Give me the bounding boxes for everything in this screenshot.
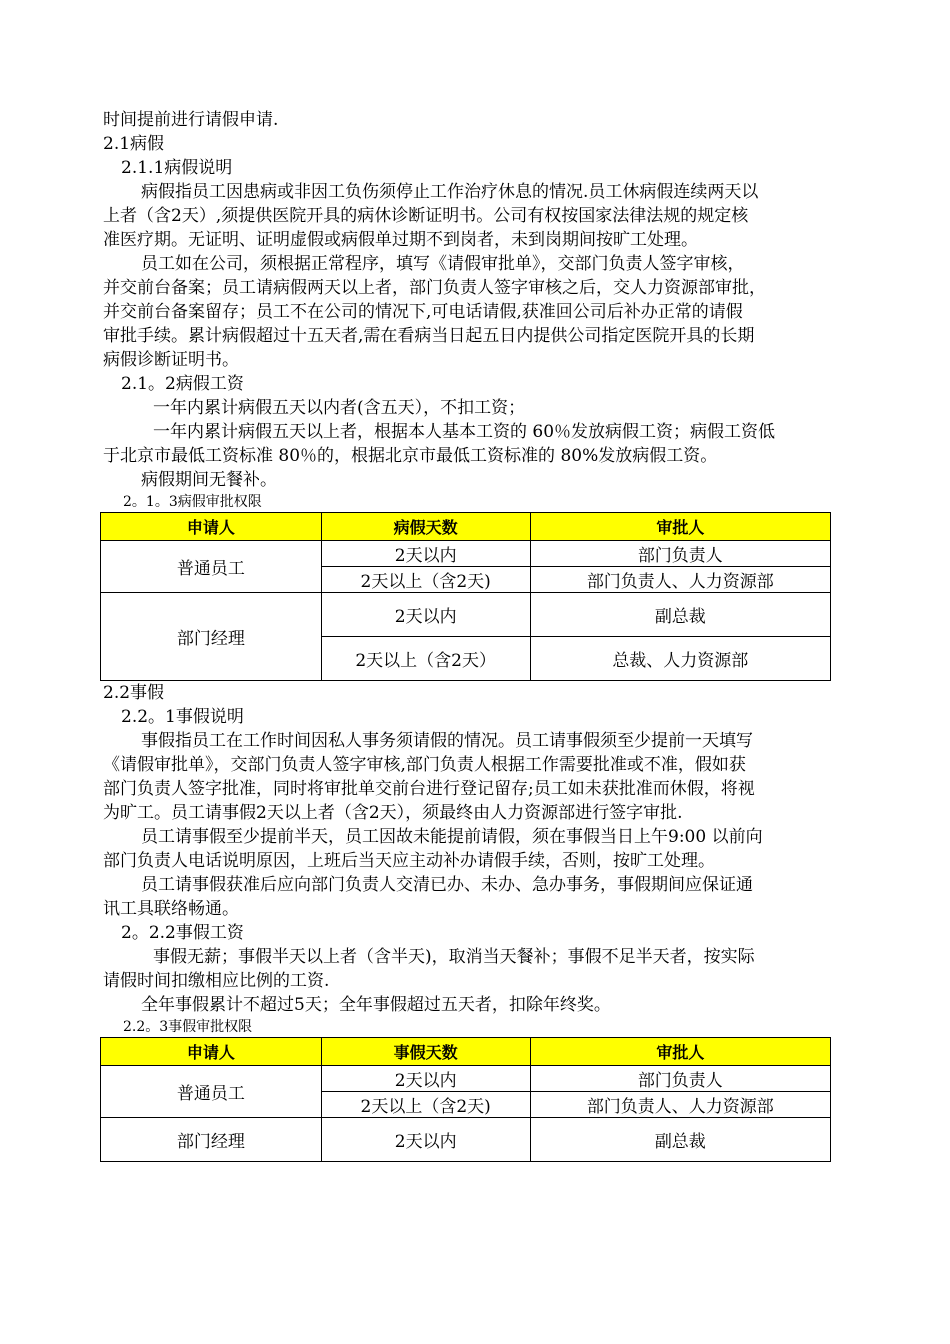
table-cell: 2天以内 xyxy=(321,593,530,637)
table-header-cell: 病假天数 xyxy=(321,513,530,541)
table-cell: 部门负责人 xyxy=(530,1066,830,1092)
text-line: 为旷工。员工请事假2天以上者（含2天），须最终由人力资源部进行签字审批. xyxy=(103,803,683,823)
text-line: 部门负责人签字批准，同时将审批单交前台进行登记留存;员工如未获批准而休假，将视 xyxy=(103,779,755,799)
table-cell: 部门负责人、人力资源部 xyxy=(530,1092,830,1118)
personal-approval-caption: 2.2。3事假审批权限 xyxy=(123,1019,253,1035)
table-header-cell: 事假天数 xyxy=(321,1038,530,1066)
text-line: 讯工具联络畅通。 xyxy=(103,899,239,919)
subsection-heading-sick-leave-desc: 2.1.1病假说明 xyxy=(121,158,233,178)
table-cell: 总裁、人力资源部 xyxy=(530,637,830,681)
table-cell: 副总裁 xyxy=(530,1118,830,1162)
text-line: 并交前台备案；员工请病假两天以上者，部门负责人签字审核之后，交人力资源部审批， xyxy=(103,278,766,298)
personal-leave-paragraph-3 xyxy=(103,873,848,921)
table-cell: 2天以上（含2天) xyxy=(321,567,530,593)
document-page xyxy=(103,108,848,1162)
table-cell: 部门负责人、人力资源部 xyxy=(530,567,830,593)
table-row xyxy=(101,593,831,637)
sick-pay-line-1: 一年内累计病假五天以内者(含五天），不扣工资； xyxy=(153,398,526,418)
text-line: 审批手续。累计病假超过十五天者,需在看病当日起五日内提供公司指定医院开具的长期 xyxy=(103,326,755,346)
table-cell: 部门经理 xyxy=(101,593,322,681)
table-cell: 部门负责人 xyxy=(530,541,830,567)
table-header-row xyxy=(101,513,831,541)
table-header-cell: 审批人 xyxy=(530,513,830,541)
subsection-heading-personal-pay: 2。2.2事假工资 xyxy=(121,923,244,943)
text-line: 事假指员工在工作时间因私人事务须请假的情况。员工请事假须至少提前一天填写 xyxy=(141,731,753,751)
subsection-heading-sick-pay: 2.1。2病假工资 xyxy=(121,374,244,394)
table-cell: 2天以上（含2天） xyxy=(321,637,530,681)
table-row xyxy=(101,541,831,567)
text-line: 《请假审批单》，交部门负责人签字审核,部门负责人根据工作需要批准或不准，假如获 xyxy=(103,755,746,775)
text-line: 病假诊断证明书。 xyxy=(103,350,239,370)
sick-leave-approval-table xyxy=(100,512,831,681)
sick-leave-paragraph-2 xyxy=(103,252,848,372)
personal-leave-paragraph-1 xyxy=(103,729,848,825)
personal-pay-paragraph xyxy=(103,945,848,993)
text-line: 病假指员工因患病或非因工负伤须停止工作治疗休息的情况.员工休病假连续两天以 xyxy=(141,182,759,202)
text-line: 并交前台备案留存；员工不在公司的情况下,可电话请假,获准回公司后补办正常的请假 xyxy=(103,302,743,322)
personal-pay-annual-note: 全年事假累计不超过5天；全年事假超过五天者，扣除年终奖。 xyxy=(141,995,611,1015)
table-cell: 普通员工 xyxy=(101,1066,322,1118)
intro-line: 时间提前进行请假申请. xyxy=(103,110,279,130)
text-line: 部门负责人电话说明原因，上班后当天应主动补办请假手续，否则，按旷工处理。 xyxy=(103,851,715,871)
text-line: 上者（含2天）,须提供医院开具的病休诊断证明书。公司有权按国家法律法规的规定核 xyxy=(103,206,749,226)
text-line: 一年内累计病假五天以上者，根据本人基本工资的 60％发放病假工资；病假工资低 xyxy=(153,422,776,442)
table-header-row xyxy=(101,1038,831,1066)
sick-pay-paragraph xyxy=(103,420,848,468)
text-line: 请假时间扣缴相应比例的工资. xyxy=(103,971,330,991)
sick-pay-meal-note: 病假期间无餐补。 xyxy=(141,470,277,490)
section-heading-sick-leave: 2.1病假 xyxy=(103,134,165,154)
table-header-cell: 申请人 xyxy=(101,513,322,541)
table-header-cell: 申请人 xyxy=(101,1038,322,1066)
table-cell: 2天以内 xyxy=(321,541,530,567)
table-cell: 2天以上（含2天) xyxy=(321,1092,530,1118)
sick-leave-paragraph-1 xyxy=(103,180,848,252)
table-row xyxy=(101,1066,831,1092)
section-heading-personal-leave: 2.2事假 xyxy=(103,683,165,703)
personal-leave-approval-table xyxy=(100,1037,831,1162)
text-line: 事假无薪；事假半天以上者（含半天)，取消当天餐补；事假不足半天者，按实际 xyxy=(153,947,755,967)
table-cell: 普通员工 xyxy=(101,541,322,593)
table-cell: 部门经理 xyxy=(101,1118,322,1162)
text-line: 员工如在公司，须根据正常程序，填写《请假审批单》，交部门负责人签字审核， xyxy=(141,254,745,274)
subsection-heading-personal-leave-desc: 2.2。1事假说明 xyxy=(121,707,244,727)
table-cell: 2天以内 xyxy=(321,1118,530,1162)
text-line: 准医疗期。无证明、证明虚假或病假单过期不到岗者，未到岗期间按旷工处理。 xyxy=(103,230,698,250)
table-header-cell: 审批人 xyxy=(530,1038,830,1066)
text-line: 员工请事假至少提前半天，员工因故未能提前请假，须在事假当日上午9:00 以前向 xyxy=(141,827,763,847)
personal-leave-paragraph-2 xyxy=(103,825,848,873)
table-cell: 2天以内 xyxy=(321,1066,530,1092)
table-cell: 副总裁 xyxy=(530,593,830,637)
table-row xyxy=(101,1118,831,1162)
sick-approval-caption: 2。1。3病假审批权限 xyxy=(123,494,262,510)
text-line: 于北京市最低工资标准 80％的，根据北京市最低工资标准的 80%发放病假工资。 xyxy=(103,446,718,466)
text-line: 员工请事假获准后应向部门负责人交清已办、未办、急办事务，事假期间应保证通 xyxy=(141,875,753,895)
